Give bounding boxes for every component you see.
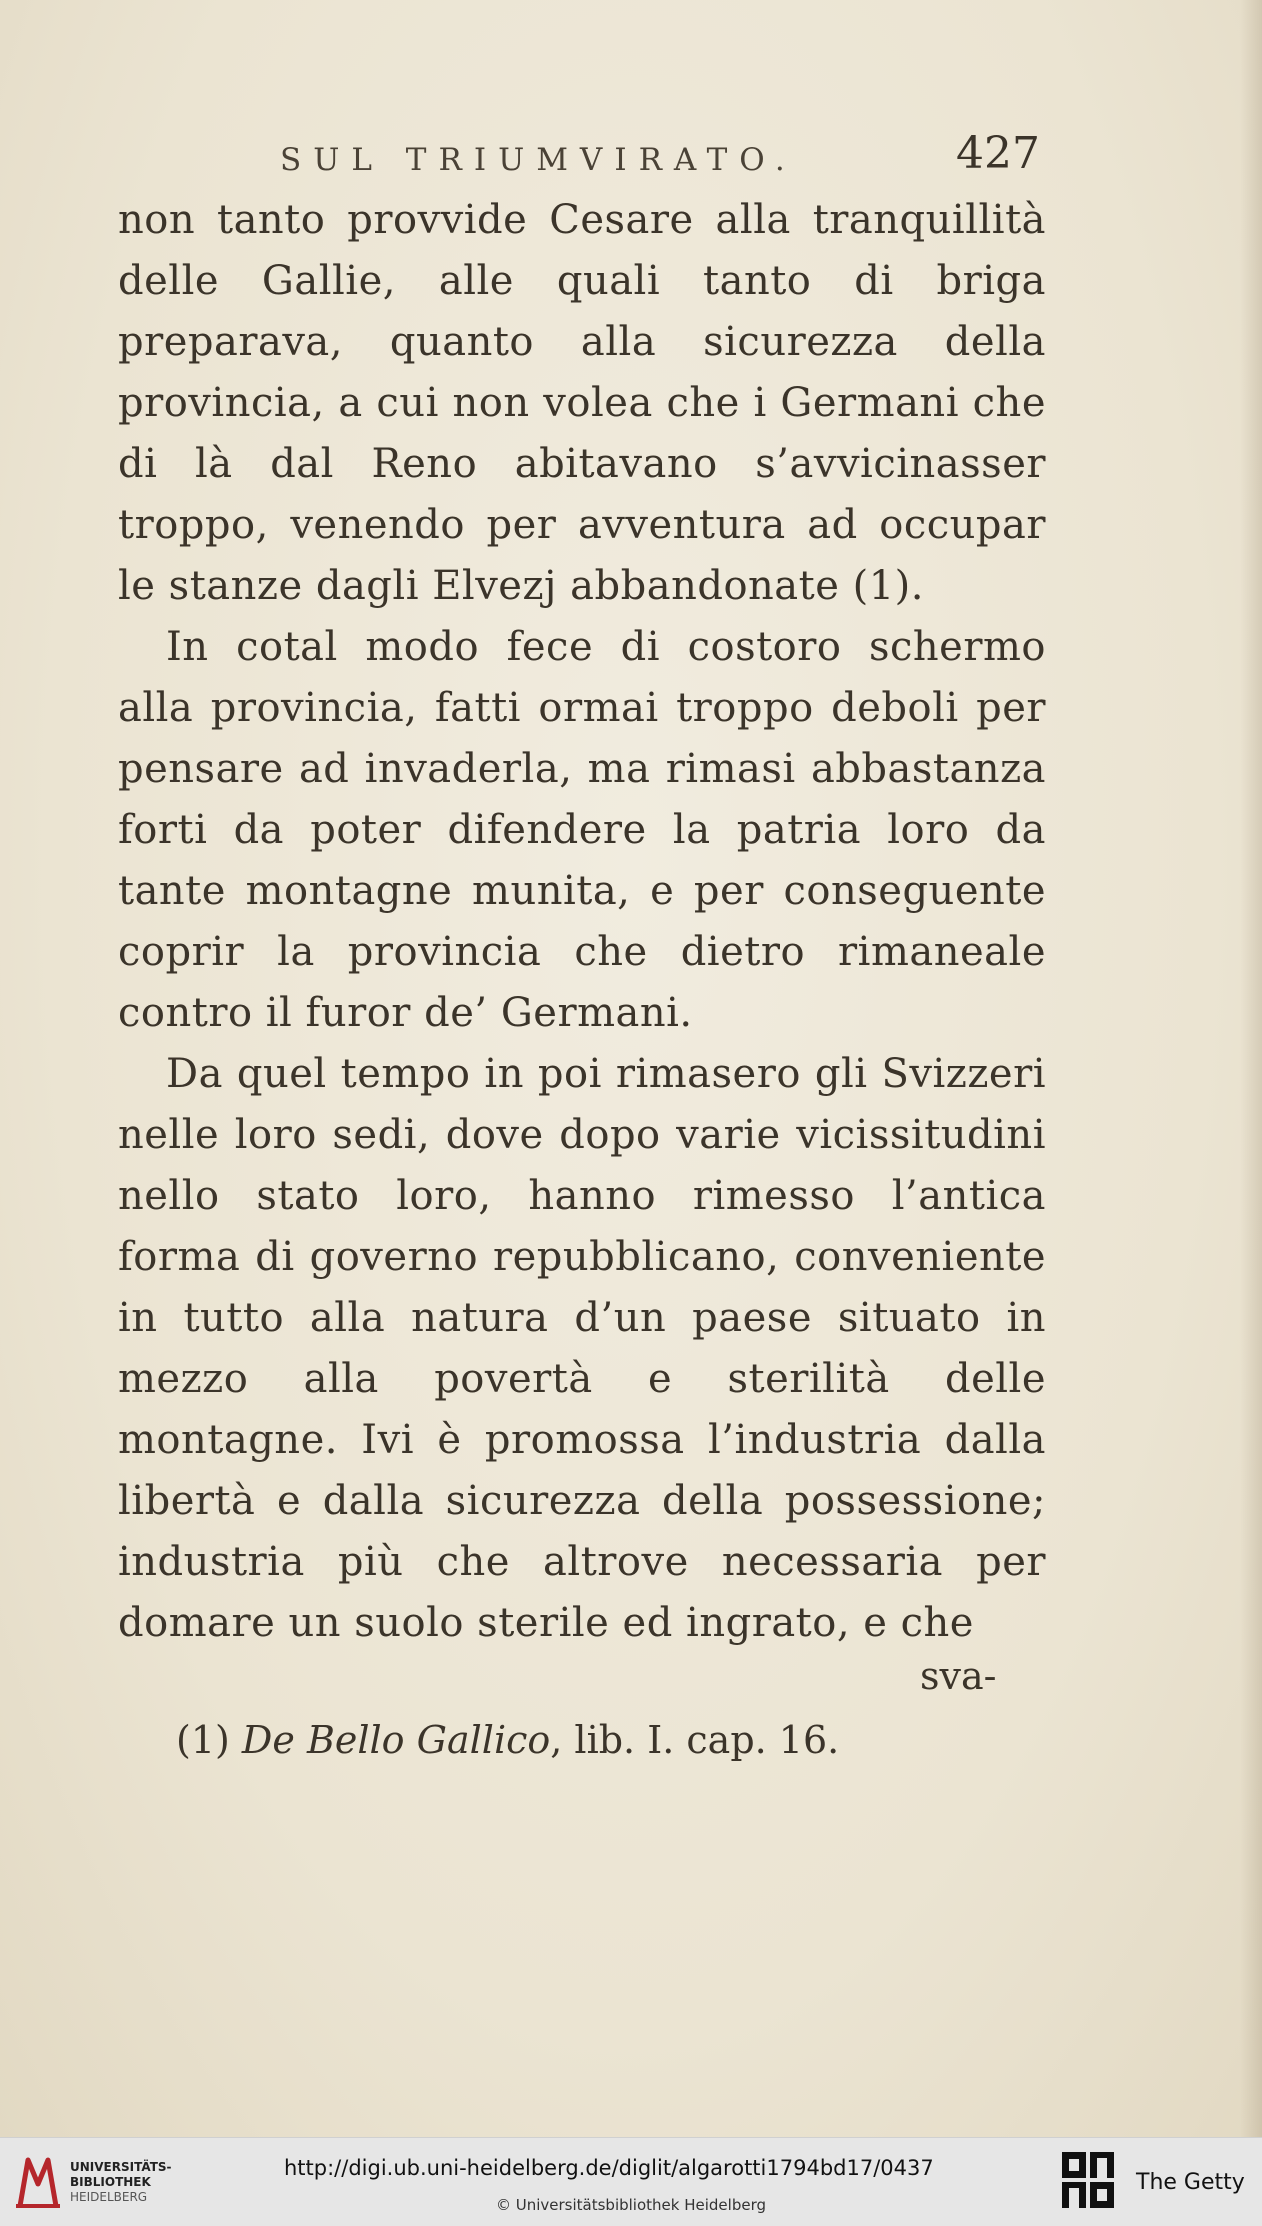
paragraph-3: Da quel tempo in poi rimasero gli Svizzeri nelle loro sedi, dove dopo varie vicissitudini nello stato loro, hanno rimesso l’antica forma di governo repubblicano, conveniente in tutto alla natura d’un paese situato in mezzo alla povertà e sterilità delle montagne. Ivi è promossa l’industria dalla libertà e dalla sicurezza della possessione; industria più che altrove necessaria per domare un suolo sterile ed ingrato, e che	[118, 1051, 1046, 1646]
footnote-title: De Bello Gallico	[241, 1718, 551, 1762]
running-head-title: SUL TRIUMVIRATO.	[280, 142, 797, 178]
body-text	[118, 190, 1046, 1654]
library-name-line3: HEIDELBERG	[70, 2190, 148, 2204]
library-name-line2: BIBLIOTHEK	[70, 2175, 151, 2189]
copyright-notice: © Universitätsbibliothek Heidelberg	[495, 2196, 766, 2214]
permalink-url[interactable]: http://digi.ub.uni-heidelberg.de/diglit/algarotti1794bd17/0437	[284, 2156, 934, 2180]
running-head	[280, 128, 1040, 188]
paragraph-1: non tanto provvide Cesare alla tranquillità delle Gallie, alle quali tanto di briga preparava, quanto alla sicurezza della provincia, a cui non volea che i Germani che di là dal Reno abitavano s’avvicinasser troppo, venendo per avventura ad occupar le stanze dagli Elvezj abbandonate (1).	[118, 197, 1046, 609]
catchword: sva-	[920, 1654, 997, 1698]
getty-mark-icon	[1060, 2150, 1116, 2210]
getty-logo[interactable]	[1060, 2150, 1250, 2216]
footnote-reference: , lib. I. cap. 16.	[550, 1718, 840, 1762]
footnote	[176, 1718, 1036, 1762]
paragraph-2: In cotal modo fece di costoro schermo alla provincia, fatti ormai troppo deboli per pensare ad invaderla, ma rimasi abbastanza forti da poter difendere la patria loro da tante montagne munita, e per conseguente coprir la provincia che dietro rimaneale contro il furor de’ Germani.	[118, 624, 1046, 1036]
footnote-marker: (1)	[176, 1718, 230, 1762]
viewer-footer	[0, 2137, 1262, 2226]
library-name-line1: UNIVERSITÄTS-	[70, 2160, 172, 2174]
getty-label: The Getty	[1136, 2170, 1245, 2195]
page-edge-shadow	[1240, 0, 1262, 2137]
page-number: 427	[956, 128, 1040, 179]
